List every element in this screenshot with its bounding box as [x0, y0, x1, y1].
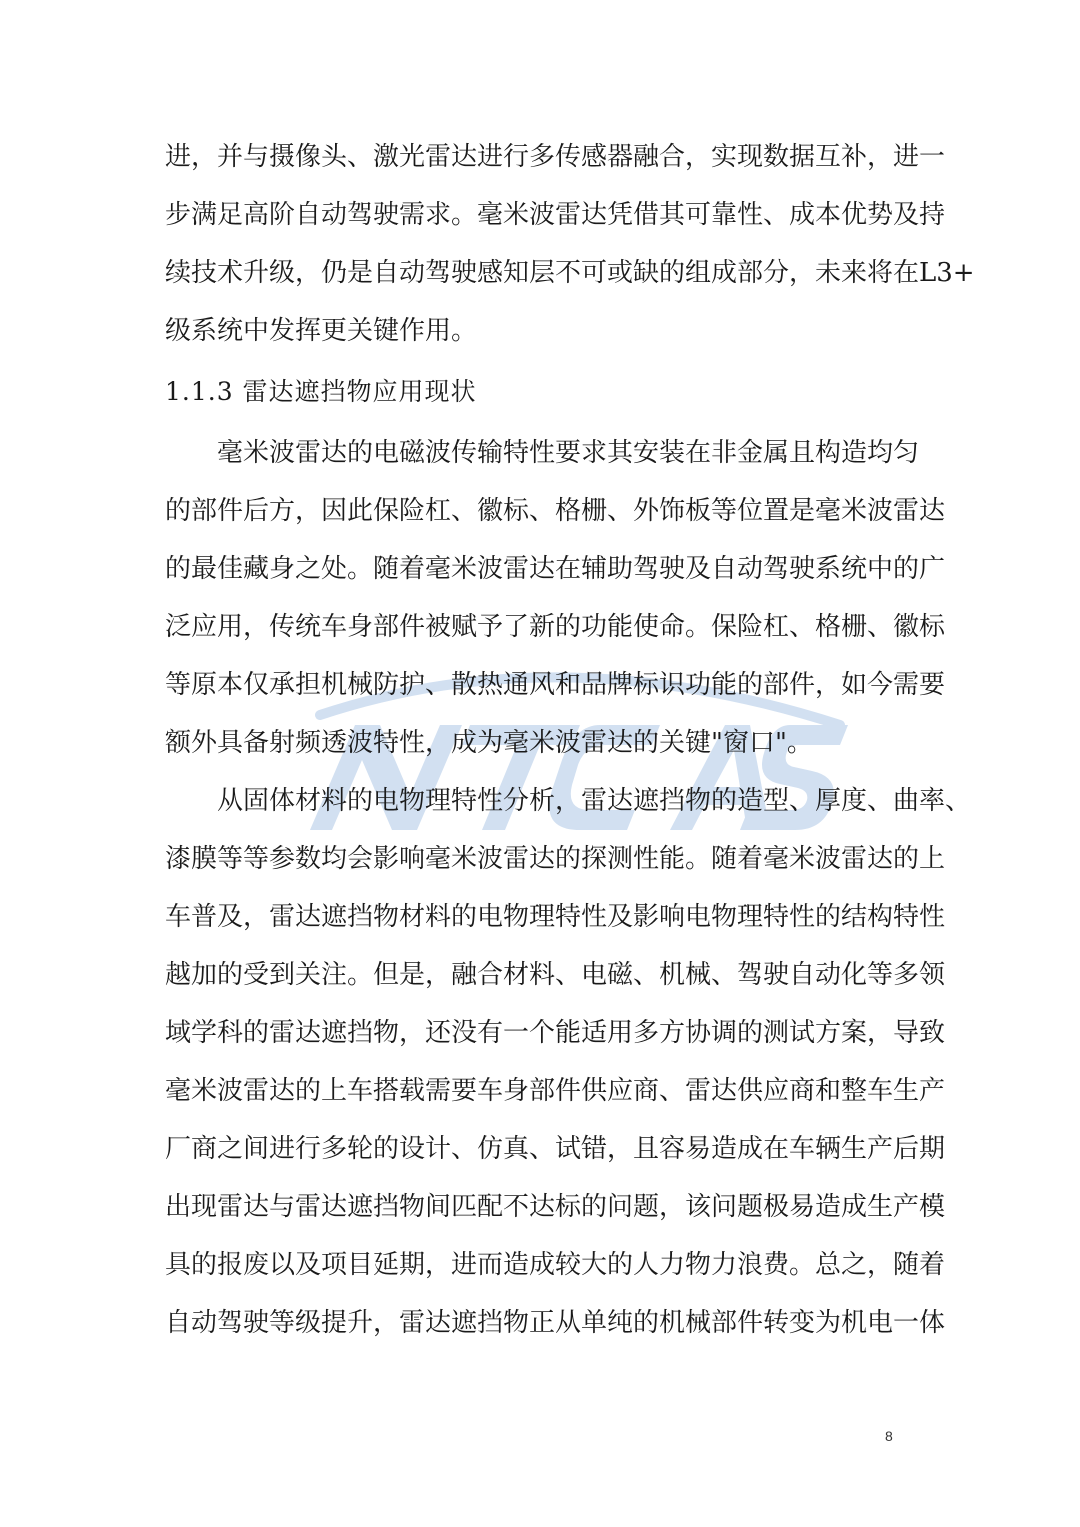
page-number: 8 — [885, 1428, 893, 1444]
text-line: 车普及，雷达遮挡物材料的电物理特性及影响电物理特性的结构特性 — [165, 902, 946, 932]
text-line: 具的报废以及项目延期，进而造成较大的人力物力浪费。总之，随着 — [165, 1250, 946, 1280]
text-line: 毫米波雷达的电磁波传输特性要求其安装在非金属且构造均匀 — [217, 438, 920, 468]
text-line: 出现雷达与雷达遮挡物间匹配不达标的问题，该问题极易造成生产模 — [165, 1192, 946, 1222]
text-line: 级系统中发挥更关键作用。 — [165, 316, 478, 346]
text-line: 漆膜等等参数均会影响毫米波雷达的探测性能。随着毫米波雷达的上 — [165, 844, 946, 874]
text-line: 域学科的雷达遮挡物，还没有一个能适用多方协调的测试方案，导致 — [165, 1018, 946, 1048]
text-line: 自动驾驶等级提升，雷达遮挡物正从单纯的机械部件转变为机电一体 — [165, 1308, 946, 1338]
text-line: 额外具备射频透波特性，成为毫米波雷达的关键"窗口"。 — [165, 728, 813, 758]
text-line: 毫米波雷达的上车搭载需要车身部件供应商、雷达供应商和整车生产 — [165, 1076, 946, 1106]
paragraph-continuation — [165, 128, 975, 360]
text-line: 从固体材料的电物理特性分析，雷达遮挡物的造型、厚度、曲率、 — [217, 786, 972, 816]
text-line: 厂商之间进行多轮的设计、仿真、试错，且容易造成在车辆生产后期 — [165, 1134, 946, 1164]
text-line: 续技术升级，仍是自动驾驶感知层不可或缺的组成部分，未来将在L3+ — [165, 258, 975, 288]
paragraph-material-analysis — [165, 772, 972, 1352]
text-line: 等原本仅承担机械防护、散热通风和品牌标识功能的部件，如今需要 — [165, 670, 946, 700]
text-line: 进，并与摄像头、激光雷达进行多传感器融合，实现数据互补，进一 — [165, 142, 946, 172]
section-heading: 1.1.3 雷达遮挡物应用现状 — [165, 377, 477, 406]
text-line: 泛应用，传统车身部件被赋予了新的功能使命。保险杠、格栅、徽标 — [165, 612, 946, 642]
text-line: 的最佳藏身之处。随着毫米波雷达在辅助驾驶及自动驾驶系统中的广 — [165, 554, 946, 584]
text-line: 越加的受到关注。但是，融合材料、电磁、机械、驾驶自动化等多领 — [165, 960, 946, 990]
text-line: 的部件后方，因此保险杠、徽标、格栅、外饰板等位置是毫米波雷达 — [165, 496, 946, 526]
paragraph-radar-installation — [165, 424, 946, 772]
document-body — [165, 128, 975, 1352]
text-line: 步满足高阶自动驾驶需求。毫米波雷达凭借其可靠性、成本优势及持 — [165, 200, 946, 230]
